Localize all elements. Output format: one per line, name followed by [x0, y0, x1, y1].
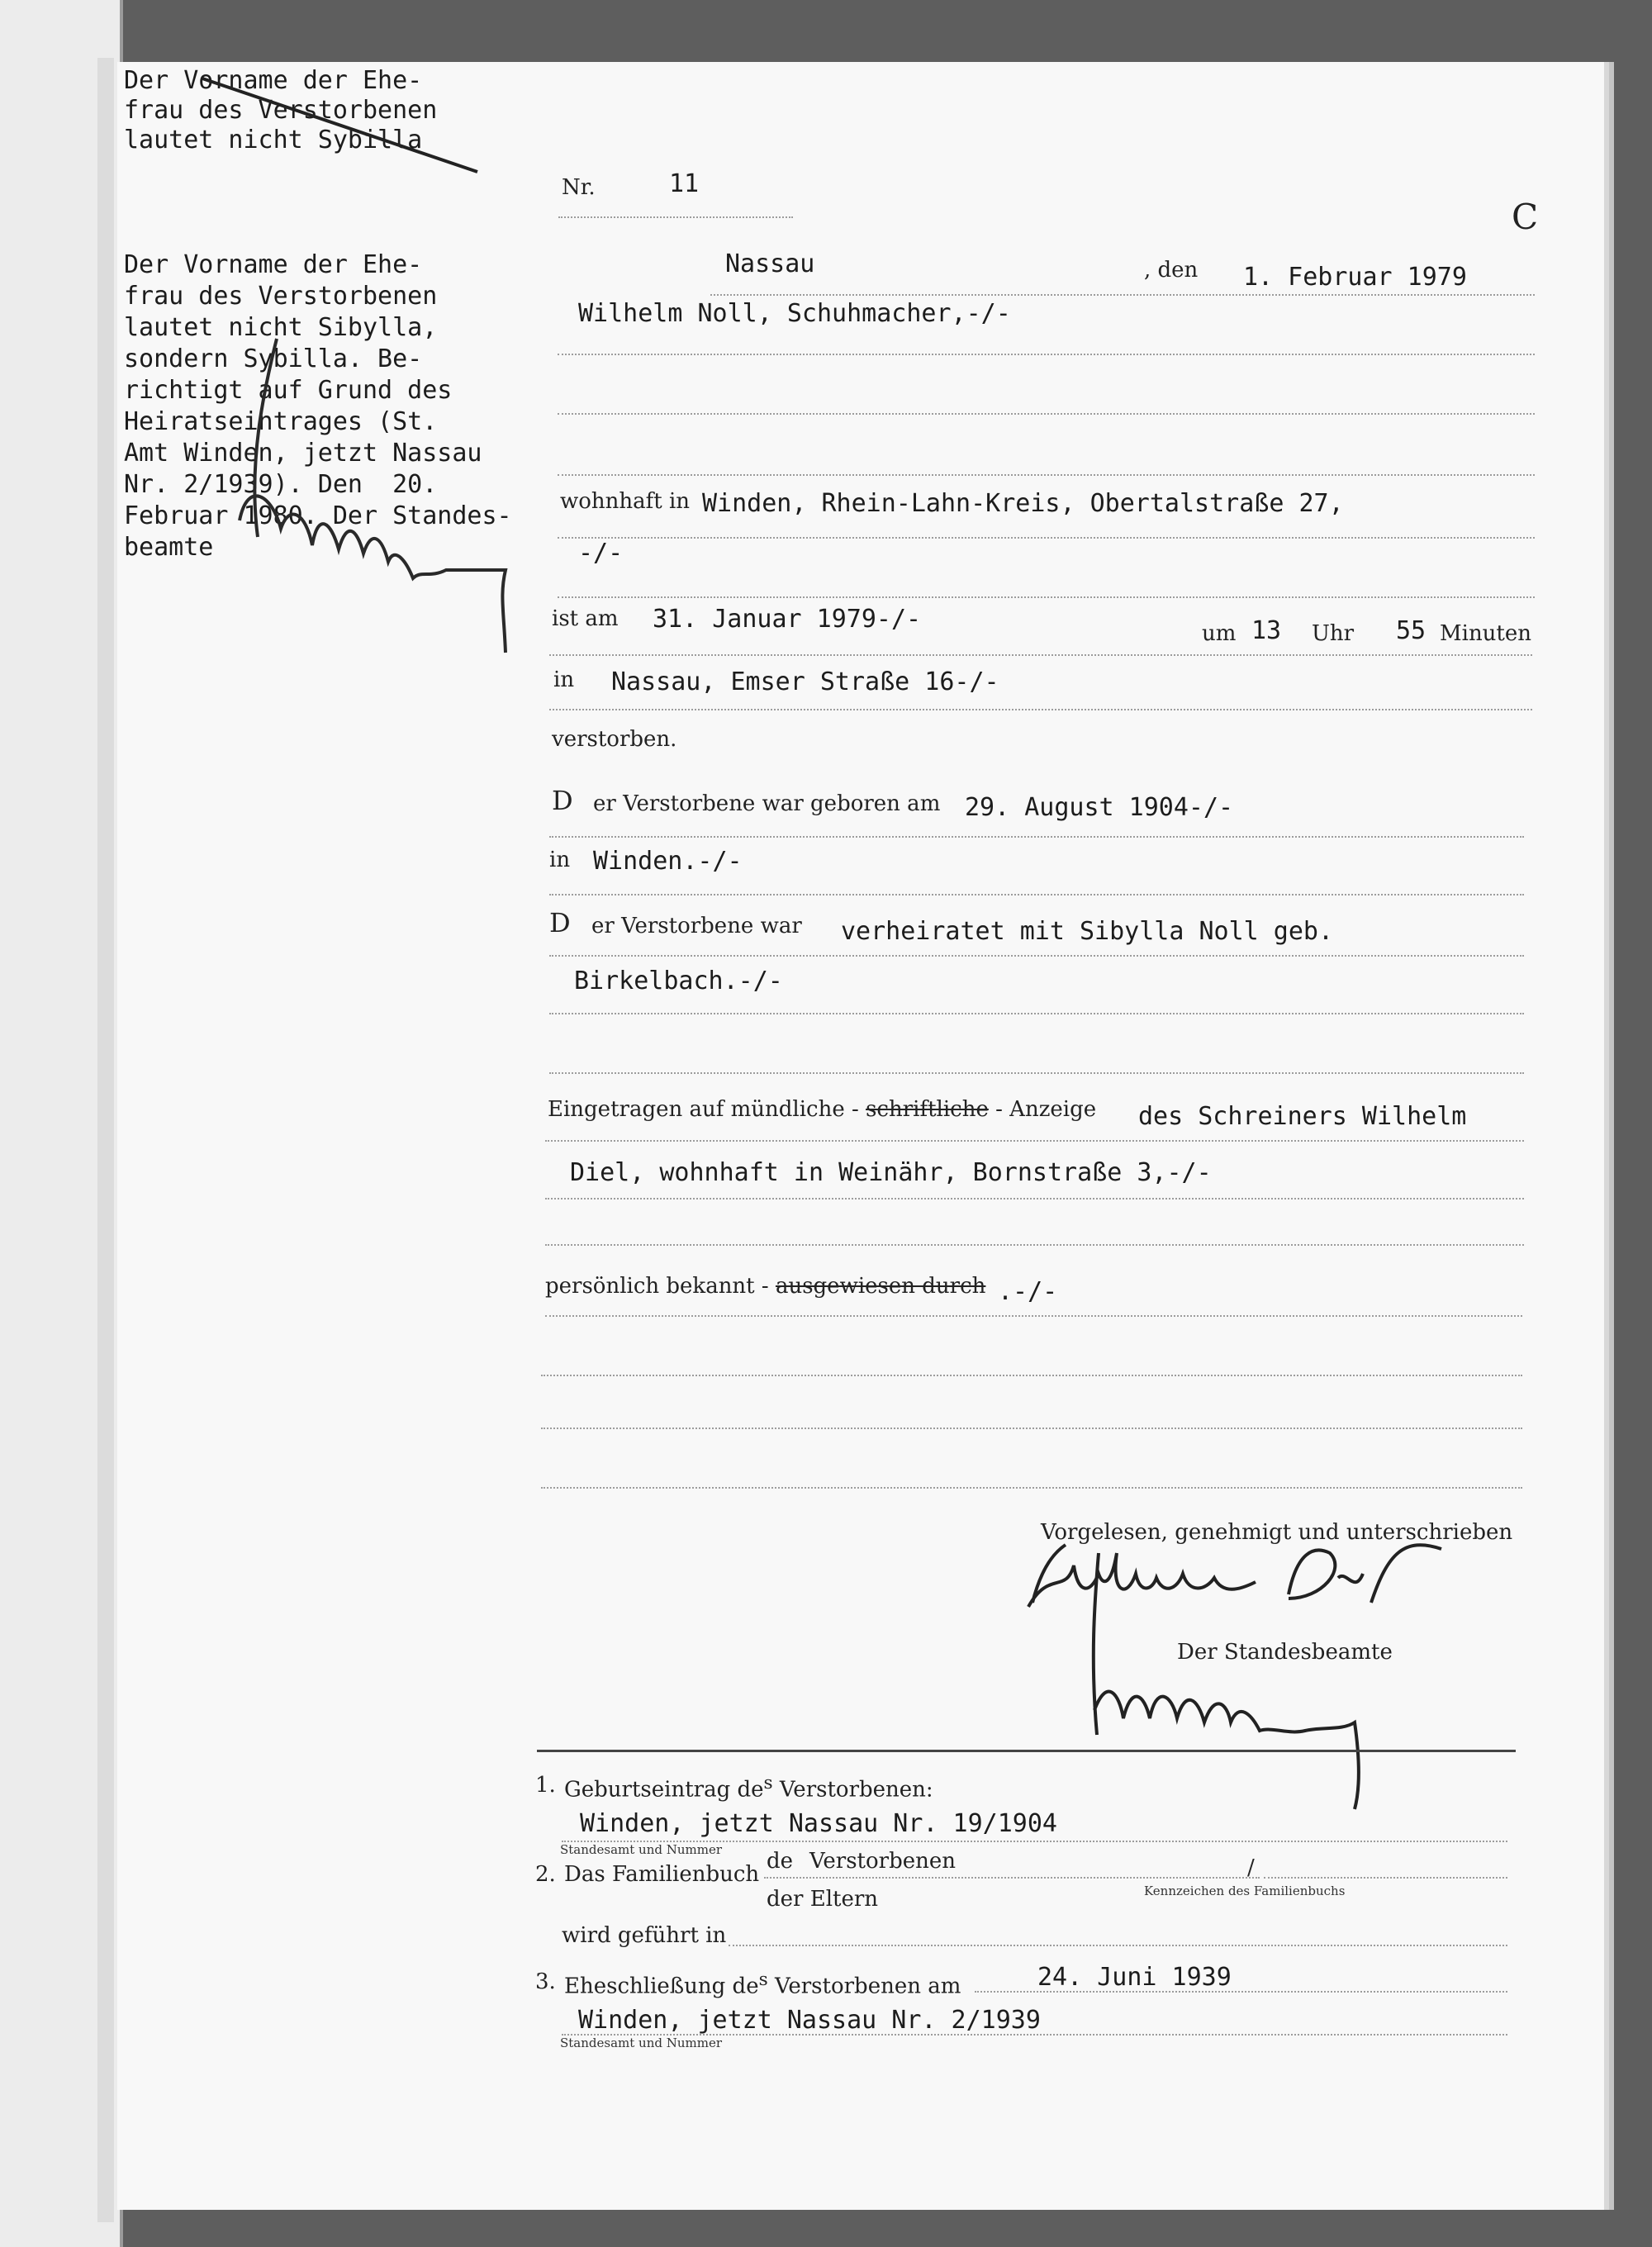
margin-note-1-line: Der Vorname der Ehe-	[124, 66, 423, 95]
footer-item-3-label-a: Eheschließung de	[564, 1974, 759, 1999]
identity-struck: ausgewiesen durch	[775, 1274, 986, 1299]
ist-am-label: ist am	[552, 606, 619, 631]
entry-number: 11	[669, 169, 700, 198]
read-approved-label: Vorgelesen, genehmigt und unterschrieben	[1041, 1520, 1513, 1545]
footer-item-1-super: s	[763, 1773, 773, 1793]
death-date: 31. Januar 1979-/-	[653, 605, 922, 634]
margin-note-2-line: lautet nicht Sibylla,	[124, 313, 438, 342]
deceased-address: Winden, Rhein-Lahn-Kreis, Obertalstraße 27,	[702, 489, 1344, 518]
deceased-name: Wilhelm Noll, Schuhmacher,-/-	[578, 299, 1011, 328]
dotted-line	[975, 1991, 1507, 1993]
footer-item-3-caption: Standesamt und Nummer	[560, 2036, 723, 2050]
death-minutes: 55	[1396, 616, 1427, 645]
registry-place: Nassau	[725, 249, 815, 278]
footer-item-3-number: 3.	[535, 1969, 556, 1994]
informant: des Schreiners Wilhelm	[1138, 1102, 1467, 1131]
footer-item-2-verstorbenen: Verstorbenen	[809, 1849, 956, 1874]
footer-item-1-number: 1.	[535, 1773, 556, 1798]
footer-item-3-label	[564, 1969, 961, 1999]
footer-item-2-label-b: wird geführt in	[562, 1923, 727, 1948]
margin-note-1-line: frau des Verstorbenen	[124, 96, 438, 125]
dotted-line	[729, 1945, 1507, 1946]
footer-item-2-slash: /	[1247, 1855, 1255, 1880]
footer-item-2-de: de	[767, 1849, 794, 1874]
margin-note-2-line: frau des Verstorbenen	[124, 282, 438, 311]
footer-item-2-eltern: der Eltern	[767, 1887, 879, 1912]
informant-cont: Diel, wohnhaft in Weinähr, Bornstraße 3,-/-	[570, 1158, 1212, 1187]
footer-item-1-label-b: Verstorbenen:	[772, 1777, 933, 1803]
death-place: Nassau, Emser Straße 16-/-	[611, 667, 999, 696]
official-label: Der Standesbeamte	[1177, 1640, 1393, 1665]
margin-note-2-line: beamte	[124, 533, 214, 562]
footer-item-1-caption: Standesamt und Nummer	[560, 1842, 723, 1857]
margin-note-2-line: Februar 1980. Der Standes-	[124, 501, 512, 530]
dotted-line	[1264, 1877, 1507, 1879]
identity-label-a: persönlich bekannt -	[545, 1274, 776, 1299]
marriage-text: verheiratet mit Sibylla Noll geb.	[841, 917, 1334, 946]
marriage-date: 24. Juni 1939	[1037, 1963, 1232, 1992]
registration-label-b: - Anzeige	[988, 1097, 1097, 1122]
address-continuation: -/-	[578, 539, 624, 568]
margin-note-2-line: Heiratseintrages (St.	[124, 407, 438, 436]
wohnhaft-label: wohnhaft in	[560, 489, 691, 514]
margin-note-2-line: richtigt auf Grund des	[124, 376, 453, 405]
birth-date: 29. August 1904-/-	[965, 793, 1234, 822]
uhr-label: Uhr	[1312, 621, 1355, 646]
footer-item-1-label	[564, 1773, 933, 1803]
in-label: in	[553, 667, 575, 692]
footer-separator	[537, 1750, 1516, 1752]
footer-item-3-label-b: Verstorbenen am	[767, 1974, 961, 1999]
minuten-label: Minuten	[1440, 621, 1532, 646]
form-letter: C	[1512, 197, 1539, 237]
den-label: , den	[1144, 258, 1199, 283]
d-letter: D	[552, 785, 573, 816]
birth-label: er Verstorbene war geboren am	[593, 791, 941, 816]
footer-item-3-super: s	[758, 1969, 768, 1990]
registration-label-a: Eingetragen auf mündliche -	[548, 1097, 866, 1122]
footer-item-2-number: 2.	[535, 1862, 556, 1887]
birth-record-value: Winden, jetzt Nassau Nr. 19/1904	[580, 1809, 1057, 1838]
identity-value: .-/-	[998, 1277, 1058, 1306]
margin-note-1-line: lautet nicht Sybilla	[124, 126, 423, 154]
footer-item-2-caption: Kennzeichen des Familienbuchs	[1144, 1884, 1346, 1898]
margin-note-2-line: sondern Sybilla. Be-	[124, 344, 423, 373]
nr-label: Nr.	[562, 175, 596, 200]
verstorben-label: verstorben.	[552, 727, 677, 752]
birth-place: Winden.-/-	[593, 847, 743, 876]
dotted-line	[764, 1877, 1260, 1879]
marriage-text-cont: Birkelbach.-/-	[574, 967, 783, 995]
footer-item-2-label: Das Familienbuch	[564, 1862, 760, 1887]
d-letter: D	[549, 907, 571, 938]
marriage-label: er Verstorbene war	[591, 914, 802, 938]
margin-note-2-line: Der Vorname der Ehe-	[124, 250, 423, 279]
margin-note-2-line: Amt Winden, jetzt Nassau	[124, 439, 482, 468]
margin-note-2-line: Nr. 2/1939). Den 20.	[124, 470, 438, 499]
footer-item-1-label-a: Geburtseintrag de	[564, 1777, 764, 1803]
birth-in-label: in	[549, 848, 571, 872]
registration-struck: schriftliche	[866, 1097, 989, 1122]
death-hour: 13	[1251, 616, 1282, 645]
um-label: um	[1202, 621, 1237, 646]
registry-date: 1. Februar 1979	[1243, 263, 1467, 292]
marriage-record-value: Winden, jetzt Nassau Nr. 2/1939	[578, 2006, 1041, 2035]
